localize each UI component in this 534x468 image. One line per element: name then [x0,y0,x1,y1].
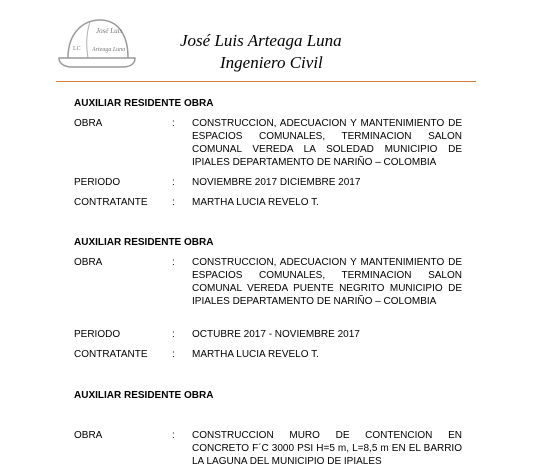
entry-1-obra-value: CONSTRUCCION, ADECUACION Y MANTENIMIENTO DE ESPACIOS COMUNALES, TERMINACION SALON COMUNAL VEREDA LA SOLEDAD MUNICIPIO DE IPIALES DEPARTAMENTO DE NARIÑO – COLOMBIA [192,118,462,168]
header-title: Ingeniero Civil [220,53,323,72]
header-name: José Luis Arteaga Luna [180,31,342,50]
hard-hat-brim [59,58,135,67]
entry-1-periodo-value: NOVIEMBRE 2017 DICIEMBRE 2017 [192,177,361,188]
entry-3-role: AUXILIAR RESIDENTE OBRA [74,390,214,401]
entry-2-contratante-colon: : [172,349,175,360]
entry-1-contratante-label: CONTRATANTE [74,197,148,208]
logo-text-left: LC [73,46,81,52]
hard-hat-ridge [87,22,90,58]
logo-text-bottom: Arteaga Luna [92,47,126,53]
entry-1-periodo-label: PERIODO [74,177,121,188]
entry-3-obra-colon: : [172,430,175,441]
hard-hat-logo [56,14,138,74]
entry-1-periodo-colon: : [172,177,175,188]
entry-2-periodo-label: PERIODO [74,329,121,340]
entry-2-periodo-value: OCTUBRE 2017 - NOVIEMBRE 2017 [192,329,360,340]
entry-1-obra-colon: : [172,118,175,129]
entry-3-obra-label: OBRA [74,430,103,441]
logo-text-top: José Luis [96,27,123,35]
entry-2-contratante-value: MARTHA LUCIA REVELO T. [192,349,319,360]
entry-1-role: AUXILIAR RESIDENTE OBRA [74,98,214,109]
entry-1-obra-label: OBRA [74,118,103,129]
entry-2-obra-colon: : [172,257,175,268]
entry-2-role: AUXILIAR RESIDENTE OBRA [74,237,214,248]
entry-2-obra-label: OBRA [74,257,103,268]
header-divider [56,81,476,82]
entry-2-contratante-label: CONTRATANTE [74,349,148,360]
entry-1-contratante-colon: : [172,197,175,208]
entry-3-obra-value: CONSTRUCCION MURO DE CONTENCION EN CONCRETO F´C 3000 PSI H=5 m, L=8,5 m EN EL BARRIO LA LAGUNA DEL MUNICIPIO DE IPIALES [192,430,462,467]
entry-1-contratante-value: MARTHA LUCIA REVELO T. [192,197,319,208]
entry-2-obra-value: CONSTRUCCION, ADECUACION Y MANTENIMIENTO DE ESPACIOS COMUNALES, TERMINACION SALON COMUNAL VEREDA PUENTE NEGRITO MUNICIPIO DE IPIALES DEPARTAMENTO DE NARIÑO – COLOMBIA [192,257,462,307]
entry-2-periodo-colon: : [172,329,175,340]
